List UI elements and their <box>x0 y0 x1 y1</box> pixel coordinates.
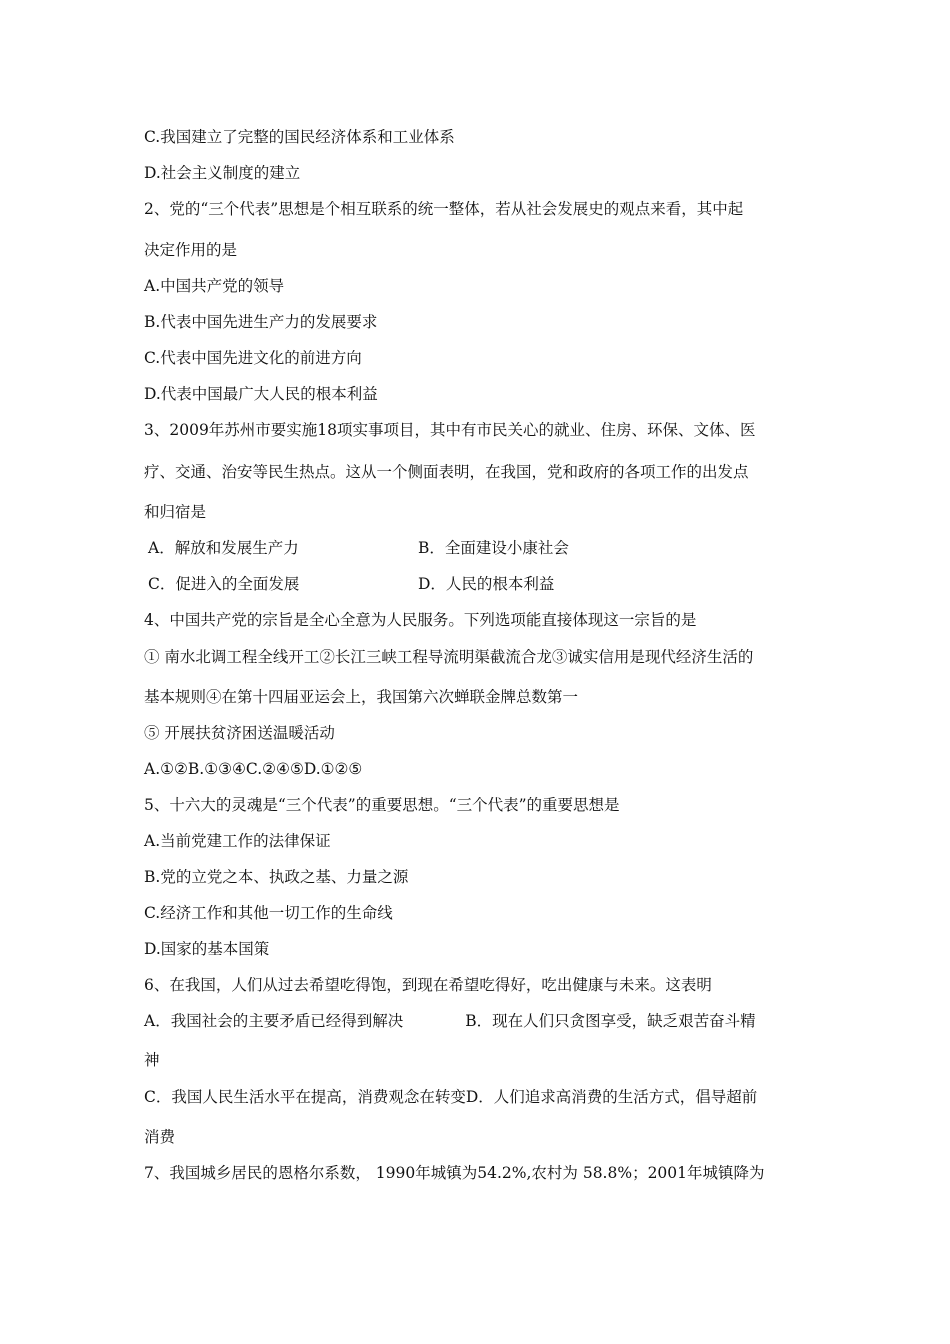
question-4-line-4: ⑤ 开展扶贫济困送温暖活动 <box>144 724 335 742</box>
question-2-option-a: A.中国共产党的领导 <box>144 277 285 295</box>
question-5-line-1: 5、十六大的灵魂是“三个代表”的重要思想。“三个代表”的重要思想是 <box>144 796 620 814</box>
question-3-option-a: A．解放和发展生产力 <box>148 539 299 557</box>
question-3-line-1: 3、2009年苏州市要实施18项实事项目，其中有市民关心的就业、住房、环保、文体、医 <box>144 421 756 439</box>
question-2-option-d: D.代表中国最广大人民的根本利益 <box>144 385 378 403</box>
question-6-options-cd-cont: 消费 <box>144 1128 176 1146</box>
question-3-line-2: 疗、交通、治安等民生热点。这从一个侧面表明，在我国，党和政府的各项工作的出发点 <box>144 463 749 481</box>
question-3-option-b: B．全面建设小康社会 <box>418 539 569 557</box>
question-5-option-d: D.国家的基本国策 <box>144 940 270 958</box>
question-2-line-1: 2、党的“三个代表”思想是个相互联系的统一整体，若从社会发展史的观点来看，其中起 <box>144 200 744 218</box>
question-4-line-3: 基本规则④在第十四届亚运会上，我国第六次蝉联金牌总数第一 <box>144 688 579 706</box>
option-c-line: C.我国建立了完整的国民经济体系和工业体系 <box>144 128 455 146</box>
question-3-line-3: 和归宿是 <box>144 503 207 521</box>
question-2-line-2: 决定作用的是 <box>144 241 238 259</box>
question-6-options-cd: C．我国人民生活水平在提高，消费观念在转变D．人们追求高消费的生活方式，倡导超前 <box>144 1088 758 1106</box>
question-3-option-d: D．人民的根本利益 <box>418 575 555 593</box>
question-3-option-c: C．促进入的全面发展 <box>148 575 300 593</box>
question-6-options-ab-cont: 神 <box>144 1051 160 1069</box>
question-6-line-1: 6、在我国，人们从过去希望吃得饱，到现在希望吃得好，吃出健康与未来。这表明 <box>144 976 712 994</box>
question-5-option-b: B.党的立党之本、执政之基、力量之源 <box>144 868 409 886</box>
question-2-option-c: C.代表中国先进文化的前进方向 <box>144 349 362 367</box>
question-3-options-row-2 <box>148 574 554 594</box>
question-4-options: A.①②B.①③④C.②④⑤D.①②⑤ <box>144 760 363 778</box>
option-d-line: D.社会主义制度的建立 <box>144 164 301 182</box>
question-4-line-2: ① 南水北调工程全线开工②长江三峡工程导流明渠截流合龙③诚实信用是现代经济生活的 <box>144 648 754 666</box>
question-3-options-row-1 <box>148 538 569 558</box>
question-5-option-a: A.当前党建工作的法律保证 <box>144 832 331 850</box>
question-6-options-ab: A．我国社会的主要矛盾已经得到解决 B．现在人们只贪图享受，缺乏艰苦奋斗精 <box>144 1012 756 1030</box>
question-4-line-1: 4、中国共产党的宗旨是全心全意为人民服务。下列选项能直接体现这一宗旨的是 <box>144 611 697 629</box>
question-7-line-1: 7、我国城乡居民的恩格尔系数， 1990年城镇为54.2%,农村为 58.8%；2001年城镇降为 <box>144 1164 765 1182</box>
question-2-option-b: B.代表中国先进生产力的发展要求 <box>144 313 378 331</box>
question-5-option-c: C.经济工作和其他一切工作的生命线 <box>144 904 393 922</box>
